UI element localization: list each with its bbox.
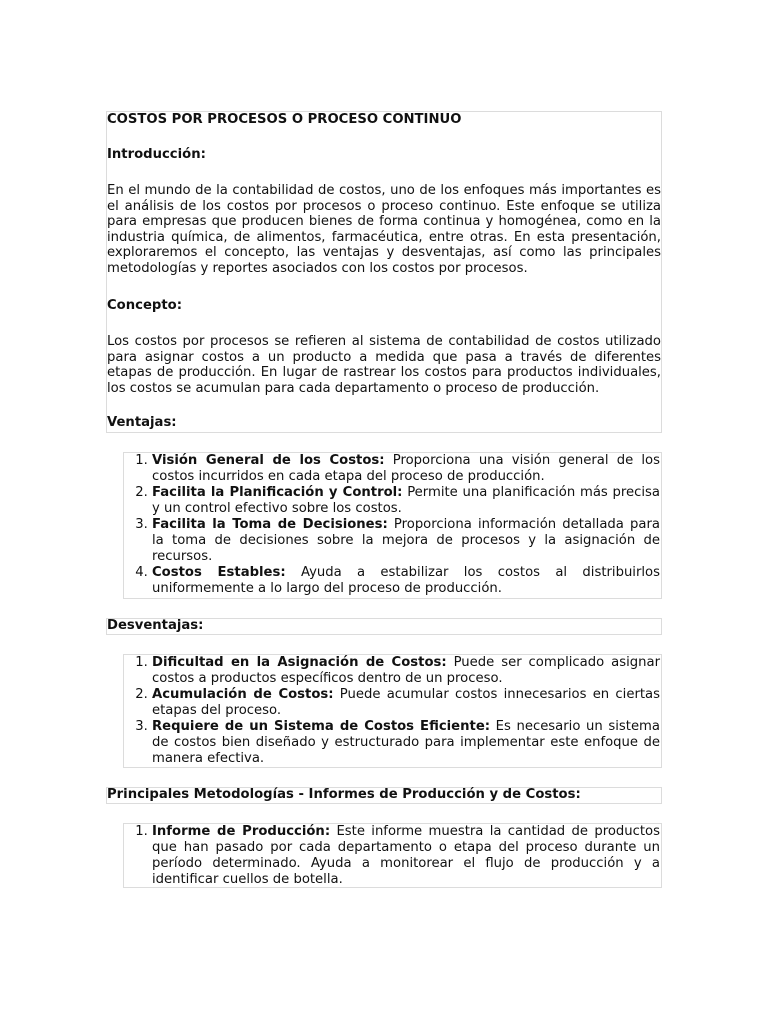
disadvantage-text: Puede ser complicado asignar costos a productos específicos dentro de un proceso.	[152, 655, 660, 686]
list-item	[152, 719, 660, 767]
list-item	[152, 517, 660, 565]
advantage-text: Proporciona una visión general de los costos incurridos en cada etapa del proceso de producción.	[152, 453, 660, 484]
list-item	[152, 565, 660, 597]
list-item	[152, 687, 660, 719]
concept-heading: Concepto:	[107, 298, 182, 313]
document-title: COSTOS POR PROCESOS O PROCESO CONTINUO	[107, 112, 462, 127]
list-item	[152, 453, 660, 485]
disadvantage-text: Es necesario un sistema de costos bien diseñado y estructurado para implementar este enfoque de manera efectiva.	[152, 719, 660, 766]
methodology-term: Informe de Producción:	[152, 824, 331, 839]
concept-paragraph: Los costos por procesos se refieren al sistema de contabilidad de costos utilizado para asignar costos a un producto a medida que pasa a través de diferentes etapas de producción. En lugar de rastrear los costos para productos individuales, los costos se acumulan para cada departamento o proceso de producción.	[107, 334, 661, 396]
disadvantage-text: Puede acumular costos innecesarios en ciertas etapas del proceso.	[152, 687, 660, 718]
disadvantages-list	[123, 654, 662, 768]
methodologies-list	[123, 823, 662, 888]
disadvantage-term: Dificultad en la Asignación de Costos:	[152, 655, 447, 670]
advantage-text: Ayuda a estabilizar los costos al distribuirlos uniformemente a lo largo del proceso de producción.	[152, 565, 660, 596]
advantages-heading: Ventajas:	[107, 415, 177, 430]
methodologies-heading: Principales Metodologías - Informes de Producción y de Costos:	[107, 787, 581, 802]
disadvantages-heading: Desventajas:	[107, 618, 204, 633]
advantage-term: Costos Estables:	[152, 565, 286, 580]
list-item	[152, 485, 660, 517]
disadvantage-term: Requiere de un Sistema de Costos Eficiente:	[152, 719, 491, 734]
methodology-text: Este informe muestra la cantidad de productos que han pasado por cada departamento o etapa del proceso durante un período determinado. Ayuda a monitorear el flujo de producción y a identificar cuellos de botella.	[152, 824, 660, 887]
list-item	[152, 655, 660, 687]
advantage-text: Proporciona información detallada para la toma de decisiones sobre la mejora de procesos y la asignación de recursos.	[152, 517, 660, 564]
list-item	[152, 824, 660, 888]
advantage-term: Facilita la Planificación y Control:	[152, 485, 403, 500]
advantage-text: Permite una planificación más precisa y un control efectivo sobre los costos.	[152, 485, 661, 516]
intro-paragraph: En el mundo de la contabilidad de costos, uno de los enfoques más importantes es el análisis de los costos por procesos o proceso continuo. Este enfoque se utiliza para empresas que producen bienes de forma continua y homogénea, como en la industria química, de alimentos, farmacéutica, entre otras. En esta presentación, exploraremos el concepto, las ventajas y desventajas, así como las principales metodologías y reportes asociados con los costos por procesos.	[107, 183, 661, 276]
advantages-list	[123, 452, 662, 599]
intro-heading: Introducción:	[107, 147, 206, 162]
advantage-term: Facilita la Toma de Decisiones:	[152, 517, 388, 532]
advantage-term: Visión General de los Costos:	[152, 453, 385, 468]
disadvantage-term: Acumulación de Costos:	[152, 687, 334, 702]
